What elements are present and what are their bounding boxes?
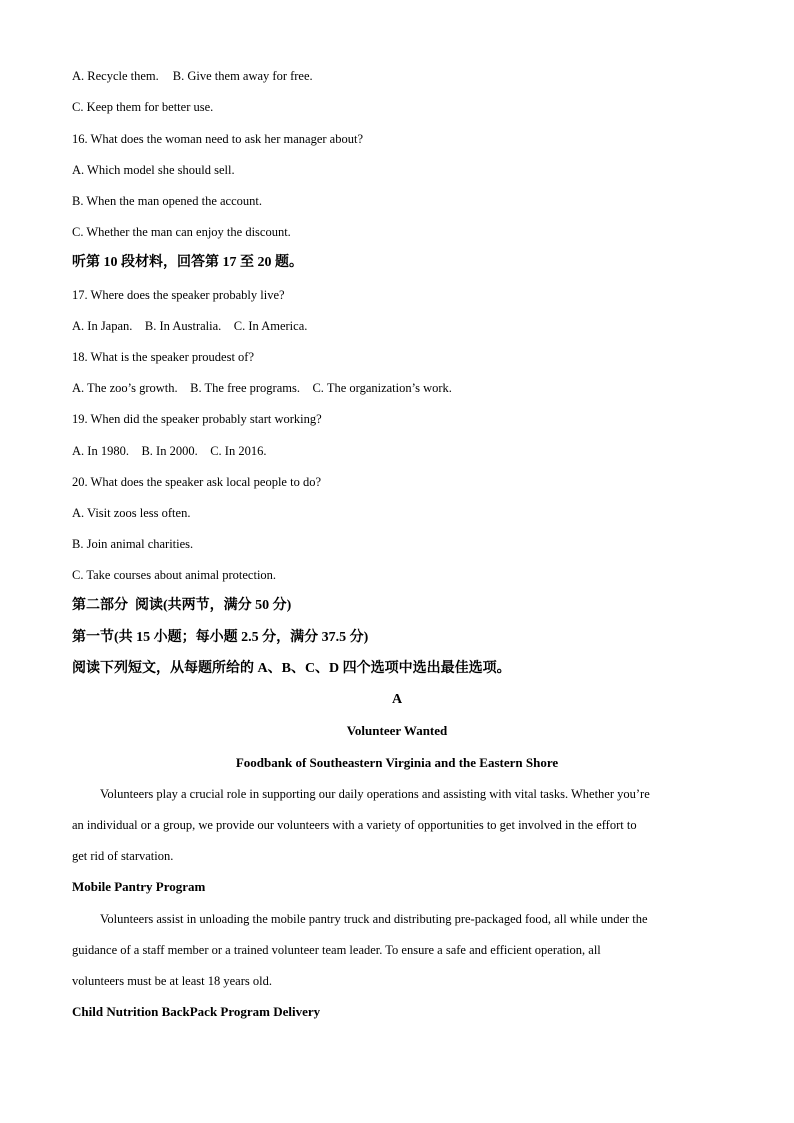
q19-options: A. In 1980. B. In 2000. C. In 2016.	[72, 444, 267, 458]
paragraph-2-line-3: volunteers must be at least 18 years old.	[72, 974, 272, 988]
q15-options-ab	[72, 68, 313, 84]
question-20: 20. What does the speaker ask local people to do?	[72, 475, 321, 489]
q20-option-c: C. Take courses about animal protection.	[72, 568, 277, 582]
q17-options: A. In Japan. B. In Australia. C. In America.	[72, 319, 308, 333]
child-nutrition-heading: Child Nutrition BackPack Program Delivery	[72, 1004, 321, 1019]
paragraph-2-line-1: Volunteers assist in unloading the mobile pantry truck and distributing pre-packaged food, all while under the	[100, 912, 648, 926]
passage-subtitle: Foodbank of Southeastern Virginia and the Eastern Shore	[235, 755, 559, 770]
question-18: 18. What is the speaker proudest of?	[72, 350, 255, 364]
question-17: 17. Where does the speaker probably live?	[72, 288, 285, 302]
section-heading-material-10: 听第 10 段材料，回答第 17 至 20 题。	[72, 255, 303, 270]
question-19: 19. When did the speaker probably start working?	[72, 412, 322, 426]
q16-option-a: A. Which model she should sell.	[72, 163, 235, 177]
q20-option-b: B. Join animal charities.	[72, 537, 194, 551]
passage-letter: A	[391, 692, 403, 707]
q15-option-b: B. Give them away for free.	[172, 69, 313, 83]
paragraph-1-line-2: an individual or a group, we provide our volunteers with a variety of opportunities to get involved in the effort to	[72, 818, 637, 832]
paragraph-1-line-1: Volunteers play a crucial role in supporting our daily operations and assisting with vital tasks. Whether you’re	[100, 787, 650, 801]
paragraph-2-line-2: guidance of a staff member or a trained volunteer team leader. To ensure a safe and efficient operation, all	[72, 943, 601, 957]
reading-instructions: 阅读下列短文，从每题所给的 A、B、C、D 四个选项中选出最佳选项。	[72, 661, 511, 676]
q15-option-a: A. Recycle them.	[72, 69, 159, 83]
part-two-heading: 第二部分 阅读(共两节，满分 50 分)	[72, 598, 292, 613]
q16-option-c: C. Whether the man can enjoy the discount.	[72, 225, 291, 239]
question-16: 16. What does the woman need to ask her manager about?	[72, 132, 363, 146]
paragraph-1-line-3: get rid of starvation.	[72, 849, 174, 863]
q16-option-b: B. When the man opened the account.	[72, 194, 262, 208]
section-one-heading: 第一节(共 15 小题；每小题 2.5 分，满分 37.5 分)	[72, 630, 369, 645]
mobile-pantry-heading: Mobile Pantry Program	[72, 879, 206, 894]
passage-title: Volunteer Wanted	[346, 723, 448, 738]
q18-options: A. The zoo’s growth. B. The free programs. C. The organization’s work.	[72, 381, 452, 395]
q20-option-a: A. Visit zoos less often.	[72, 506, 191, 520]
q15-option-c: C. Keep them for better use.	[72, 100, 214, 114]
